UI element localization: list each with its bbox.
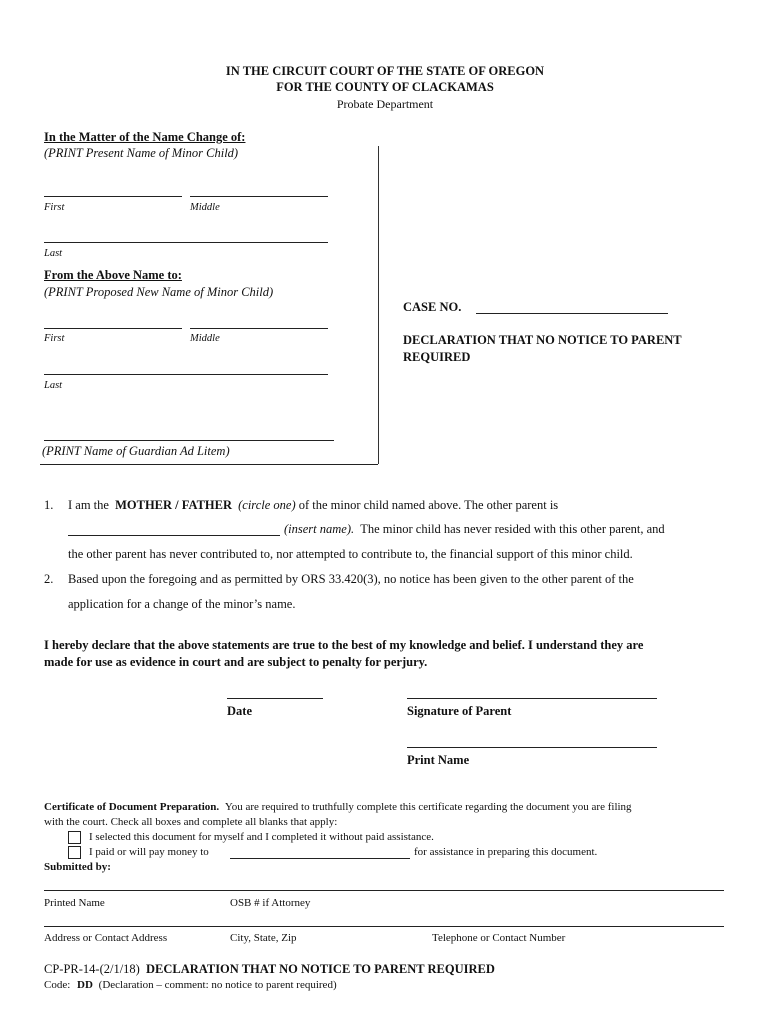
code-value: DD	[77, 979, 93, 991]
print-name-field[interactable]	[407, 747, 657, 748]
new-name-title: From the Above Name to:	[44, 268, 182, 282]
submitter-address-field[interactable]	[44, 926, 724, 927]
form-code: CP-PR-14-(2/1/18)	[44, 962, 140, 976]
item1-never-resided: The minor child has never resided with this other parent, and	[360, 522, 665, 536]
declaration-line2: made for use as evidence in court and are subject to penalty for perjury.	[44, 655, 428, 669]
address-label: Address or Contact Address	[44, 932, 168, 944]
certificate-line1	[44, 801, 632, 813]
guardian-name-field[interactable]	[44, 440, 334, 441]
preparer-name-field[interactable]	[230, 858, 410, 859]
item2-line1: Based upon the foregoing and as permitted by ORS 33.420(3), no notice has been given to the other parent of the	[68, 572, 634, 586]
item1-number: 1.	[44, 498, 54, 512]
date-field[interactable]	[227, 698, 323, 699]
present-middle-label: Middle	[190, 202, 220, 213]
item1-text: of the minor child named above. The other parent is	[298, 498, 559, 512]
caption-bottom-rule	[40, 464, 378, 465]
parent-signature-field[interactable]	[407, 698, 657, 699]
mother-father-choice[interactable]: MOTHER / FATHER	[115, 498, 232, 512]
item1-line3: the other parent has never contributed to, nor attempted to contribute to, the financial support of this minor child.	[68, 547, 633, 561]
new-first-label: First	[44, 333, 65, 344]
present-name-hint: (PRINT Present Name of Minor Child)	[44, 146, 239, 160]
new-middle-name-field[interactable]	[190, 328, 328, 329]
paid-assistance-label-a: I paid or will pay money to	[89, 846, 209, 858]
present-first-label: First	[44, 202, 65, 213]
certificate-line2: with the court. Check all boxes and complete all blanks that apply:	[44, 816, 338, 828]
new-first-name-field[interactable]	[44, 328, 182, 329]
document-title-line2: REQUIRED	[403, 350, 471, 364]
present-middle-name-field[interactable]	[190, 196, 328, 197]
new-name-hint: (PRINT Proposed New Name of Minor Child)	[44, 285, 274, 299]
circle-one-hint: (circle one)	[238, 498, 296, 512]
present-last-name-field[interactable]	[44, 242, 328, 243]
item2-number: 2.	[44, 572, 54, 586]
matter-title: In the Matter of the Name Change of:	[44, 130, 246, 144]
insert-name-hint: (insert name).	[284, 522, 355, 536]
new-last-label: Last	[44, 380, 63, 391]
item1-intro: I am the	[68, 498, 109, 512]
code-description: (Declaration – comment: no notice to parent required)	[98, 979, 337, 991]
printed-name-label: Printed Name	[44, 897, 105, 909]
certificate-intro: You are required to truthfully complete this certificate regarding the document you are filing	[224, 801, 632, 813]
print-name-label: Print Name	[407, 753, 470, 767]
submitter-name-field[interactable]	[44, 890, 724, 891]
signature-label: Signature of Parent	[407, 704, 512, 718]
date-label: Date	[227, 704, 252, 718]
self-prepared-label: I selected this document for myself and I completed it without paid assistance.	[89, 831, 434, 843]
new-middle-label: Middle	[190, 333, 220, 344]
certificate-title: Certificate of Document Preparation.	[44, 801, 220, 813]
document-title-line1: DECLARATION THAT NO NOTICE TO PARENT	[403, 333, 682, 347]
department-label: Probate Department	[336, 97, 434, 111]
court-name-line1: IN THE CIRCUIT COURT OF THE STATE OF OREGON	[225, 64, 545, 78]
paid-assistance-checkbox[interactable]	[68, 846, 81, 859]
code-label: Code:	[44, 979, 71, 991]
city-label: City, State, Zip	[230, 932, 297, 944]
declaration-line1: I hereby declare that the above statements are true to the best of my knowledge and belief. I understand they are	[44, 638, 644, 652]
submitted-by-label: Submitted by:	[44, 861, 111, 873]
telephone-label: Telephone or Contact Number	[432, 932, 566, 944]
item1-line1	[68, 498, 558, 513]
item2-line2: application for a change of the minor’s name.	[68, 597, 296, 611]
footer-line1	[44, 962, 495, 977]
present-last-label: Last	[44, 248, 63, 259]
guardian-hint: (PRINT Name of Guardian Ad Litem)	[42, 444, 230, 458]
other-parent-name-field[interactable]	[68, 535, 280, 536]
case-no-field[interactable]	[476, 313, 668, 314]
osb-label: OSB # if Attorney	[230, 897, 311, 909]
court-name-line2: FOR THE COUNTY OF CLACKAMAS	[276, 80, 494, 94]
item1-line2	[284, 522, 665, 537]
self-prepared-checkbox[interactable]	[68, 831, 81, 844]
new-last-name-field[interactable]	[44, 374, 328, 375]
present-first-name-field[interactable]	[44, 196, 182, 197]
caption-divider	[378, 146, 379, 464]
case-no-label: CASE NO.	[403, 300, 462, 314]
footer-line2	[44, 979, 337, 991]
form-title: DECLARATION THAT NO NOTICE TO PARENT REQUIRED	[145, 962, 495, 976]
paid-assistance-label-b: for assistance in preparing this document.	[414, 846, 598, 858]
